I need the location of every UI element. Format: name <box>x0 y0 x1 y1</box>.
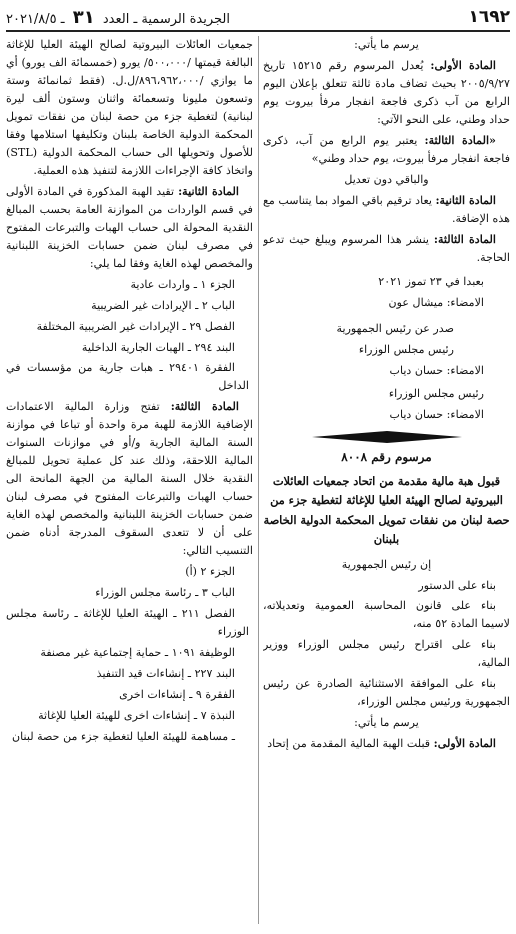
article-3: المادة الثالثة: ينشر هذا المرسوم ويبلغ حيث تدعو الحاجة. <box>263 232 510 264</box>
based-on-accounting-law: بناء على قانون المحاسبة العمومية وتعديلاته، لاسيما المادة ٥٢ منه، <box>263 599 510 631</box>
expense-item: النبذة ٧ ـ إنشاءات اخرى للهيئة العليا للإغاثة <box>38 708 235 722</box>
d2-article-3: المادة الثالثة: تفتح وزارة المالية الاعتمادات الإضافية اللازمة للهبة مرة واحدة أو تباعا في موازنة السنة المالية الجارية و/أو في موازنات السنوات المالية اللاحقة، وذلك عند كل عملية تحويل للمبالغ النقدية خلال السنة المالية من الجهة المانحة الى حساب الهبات والتبرعات المفتوح في مصرف لبنان ضمن حسابات الخزينة اللبنانية والمخصص لهذه الغاية على أن لا تتعدى السقوف المدرجة أدناه ضمن التنسيب التالي: <box>6 400 253 558</box>
president-signature: الامضاء: ميشال عون <box>388 295 484 309</box>
expense-item: البند ٢٢٧ ـ إنشاءات قيد التنفيذ <box>96 666 235 680</box>
pm-signature-2: الامضاء: حسان دياب <box>389 408 484 422</box>
expense-item: ـ مساهمة للهيئة العليا لتغطية جزء من حصة لبنان <box>11 729 235 743</box>
article-3-quote: «المادة الثالثة: يعتبر يوم الرابع من آب، ذكرى فاجعة انفجار مرفأ بيروت، يوم حداد وطني» <box>263 133 510 165</box>
pm-title-2: رئيس مجلس الوزراء <box>388 387 484 401</box>
place-date: بعبدا في ٢٣ تموز ٢٠٢١ <box>378 274 484 288</box>
ornament-divider <box>312 430 462 444</box>
expense-item: الباب ٣ ـ رئاسة مجلس الوزراء <box>95 586 235 600</box>
d2-article-2: المادة الثانية: تقيد الهبة المذكورة في المادة الأولى في قسم الواردات من الموازنة العامة بحسب المبالغ النقدية المحولة الى حساب الهبات والتبرعات المفتوح في مصرف لبنان ضمن حسابات الخزينة اللبنانية والمخصص لهذه الغاية وفقا لما يلي: <box>6 184 253 270</box>
based-on-constitution: بناء على الدستور <box>418 578 496 592</box>
right-column <box>263 36 510 930</box>
issued-by: صدر عن رئيس الجمهورية <box>336 321 454 335</box>
issue-number: ٣١ <box>72 6 95 28</box>
revenue-item: الفقرة ٢٩٤٠١ ـ هبات جارية من مؤسسات في الداخل <box>6 361 249 393</box>
pm-title: رئيس مجلس الوزراء <box>358 342 454 356</box>
page-header <box>6 4 510 32</box>
based-on-proposal: بناء على اقتراح رئيس مجلس الوزراء ووزير المالية، <box>263 638 510 670</box>
article-1-continued: جمعيات العائلات البيروتية لصالح الهيئة العليا للإغاثة البالغة قيمتها /٥٠٠،٠٠٠/ يورو (خمسمائة الف يورو) أي ما يوازي /٨٩٦،٩٦٢،٠٠٠/ل.ل. (فقط ثمانمائة وستة وتسعون مليونا وتسعمائة واثنان وستون ألف ليرة لبنانية) لتغطية جزء من حصة لبنان من نفقات تمويل المحكمة الدولية الخاصة بلبنان وتكليفها استلامها وفقا للأصول وتحويلها الى حساب المحكمة الدولية (STL) واتخاذ كافة الإجراءات اللازمة لتنفيذ هذه العملية. <box>6 38 253 177</box>
revenue-item: الباب ٢ ـ الإيرادات غير الضريبية <box>91 298 235 312</box>
revenue-item: البند ٢٩٤ ـ الهبات الجارية الداخلية <box>81 340 235 354</box>
pm-signature: الامضاء: حسان دياب <box>389 363 484 377</box>
president-line: إن رئيس الجمهورية <box>341 557 432 571</box>
column-divider <box>258 36 259 924</box>
article-2: المادة الثانية: يعاد ترقيم باقي المواد بما يتناسب مع هذه الإضافة. <box>263 193 510 225</box>
gazette-name: الجريدة الرسمية ـ العدد <box>102 11 230 27</box>
expense-item: الوظيفة ١٠٩١ ـ حماية إجتماعية غير مصنفة <box>40 646 235 659</box>
issue-date: ٢٠٢١/٨/٥ <box>6 11 57 27</box>
based-on-approval: بناء على الموافقة الاستثنائية الصادرة عن رئيس الجمهورية ورئيس مجلس الوزراء، <box>263 677 510 709</box>
revenue-item: الفصل ٢٩ ـ الإيرادات غير الضريبية المختلفة <box>36 319 235 333</box>
left-column <box>6 36 253 930</box>
article-1: المادة الأولى: يُعدل المرسوم رقم ١٥٢١٥ تاريخ ٢٠٠٥/٩/٢٧ بحيث تضاف مادة ثالثة تتعلق بإعلان اليوم الرابع من آب ذكرى فاجعة انفجار مرفأ بيروت يوم حداد وطني، على النحو الآتي: <box>263 58 510 126</box>
rest-unchanged: والباقي دون تعديل <box>344 172 429 186</box>
page-number: ١٦٩٢ <box>468 7 510 27</box>
decree-intro: يرسم ما يأتي: <box>354 38 419 51</box>
revenue-item: الجزء ١ ـ واردات عادية <box>130 277 235 291</box>
expense-item: الفقرة ٩ ـ إنشاءات اخرى <box>119 687 235 701</box>
decree2-intro: يرسم ما يأتي: <box>354 716 419 730</box>
expense-item: الجزء ٢ (أ) <box>185 565 235 579</box>
decree-title: قبول هبة مالية مقدمة من اتحاد جمعيات العائلات البيروتية لصالح الهيئة العليا للإغاثة لتغطية جزء من حصة لبنان من نفقات تمويل المحكمة الدولية الخاصة بلبنان <box>263 473 510 547</box>
running-title: الجريدة الرسمية ـ العدد ٣١ ـ ٢٠٢١/٨/٥ <box>6 6 230 28</box>
expense-classification <box>6 563 249 746</box>
revenue-classification <box>6 276 249 396</box>
decree-number: مرسوم رقم ٨٠٠٨ <box>341 450 432 465</box>
expense-item: الفصل ٢١١ ـ الهيئة العليا للإغاثة ـ رئاسة مجلس الوزراء <box>6 607 249 639</box>
decree2-article-1: المادة الأولى: قبلت الهبة المالية المقدمة من إتحاد <box>267 737 496 751</box>
